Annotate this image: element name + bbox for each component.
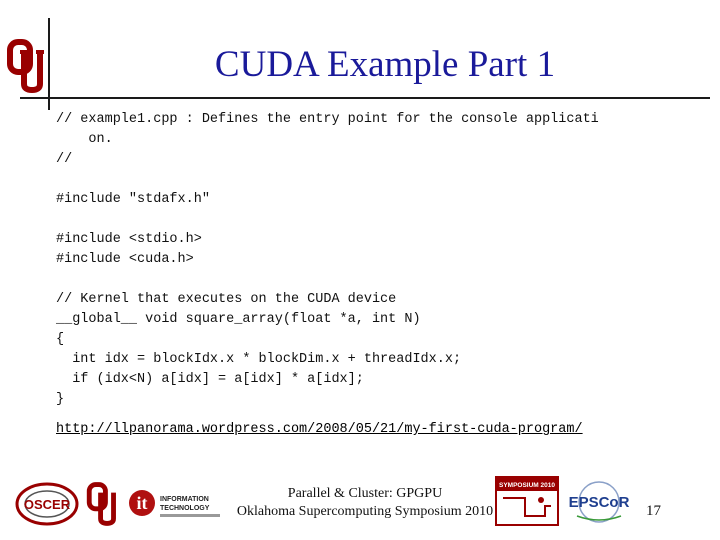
- code-line: on.: [56, 132, 113, 147]
- code-line: __global__ void square_array(float *a, int N): [56, 312, 421, 327]
- footer-logos: [14, 478, 226, 530]
- code-line: [56, 170, 676, 190]
- footer-text: [230, 485, 500, 521]
- code-line: int idx = blockIdx.x * blockDim.x + threadIdx.x;: [56, 352, 462, 367]
- slide-title: CUDA Example Part 1: [214, 44, 556, 85]
- epscor-logo: [563, 480, 635, 526]
- code-line: }: [56, 392, 65, 407]
- code-line: [56, 270, 676, 290]
- header-horizontal-rule: [20, 97, 710, 99]
- code-line: if (idx<N) a[idx] = a[idx] * a[idx];: [56, 372, 364, 387]
- epscor-logo-text: EPSCoR: [568, 494, 630, 511]
- symposium-logo: [495, 476, 559, 526]
- code-block: [56, 110, 676, 410]
- oscer-logo-text: OSCER: [23, 497, 71, 512]
- code-line: // example1.cpp : Defines the entry point for the console applicati: [56, 112, 599, 127]
- code-line: #include "stdafx.h": [56, 192, 210, 207]
- footer-line-1: Parallel & Cluster: GPGPU: [287, 486, 443, 501]
- oscer-logo: [14, 479, 80, 529]
- it-logo-line2: TECHNOLOGY: [160, 505, 210, 512]
- it-logo: [126, 481, 226, 527]
- code-line: #include <cuda.h>: [56, 252, 194, 267]
- footer-line-2: Oklahoma Supercomputing Symposium 2010: [236, 504, 494, 519]
- code-line: [56, 210, 676, 230]
- code-line: //: [56, 152, 73, 167]
- it-logo-line1: INFORMATION: [160, 496, 209, 503]
- code-line: {: [56, 332, 65, 347]
- code-line: // Kernel that executes on the CUDA device: [56, 292, 397, 307]
- it-logo-text: it: [136, 493, 148, 513]
- ou-footer-logo: [86, 481, 120, 527]
- code-line: #include <stdio.h>: [56, 232, 202, 247]
- reference-link[interactable]: http://llpanorama.wordpress.com/2008/05/21/my-first-cuda-program/: [56, 422, 583, 437]
- ou-logo: [6, 38, 48, 94]
- symposium-logo-text: SYMPOSIUM 2010: [499, 482, 555, 489]
- page-number: 17: [646, 503, 661, 519]
